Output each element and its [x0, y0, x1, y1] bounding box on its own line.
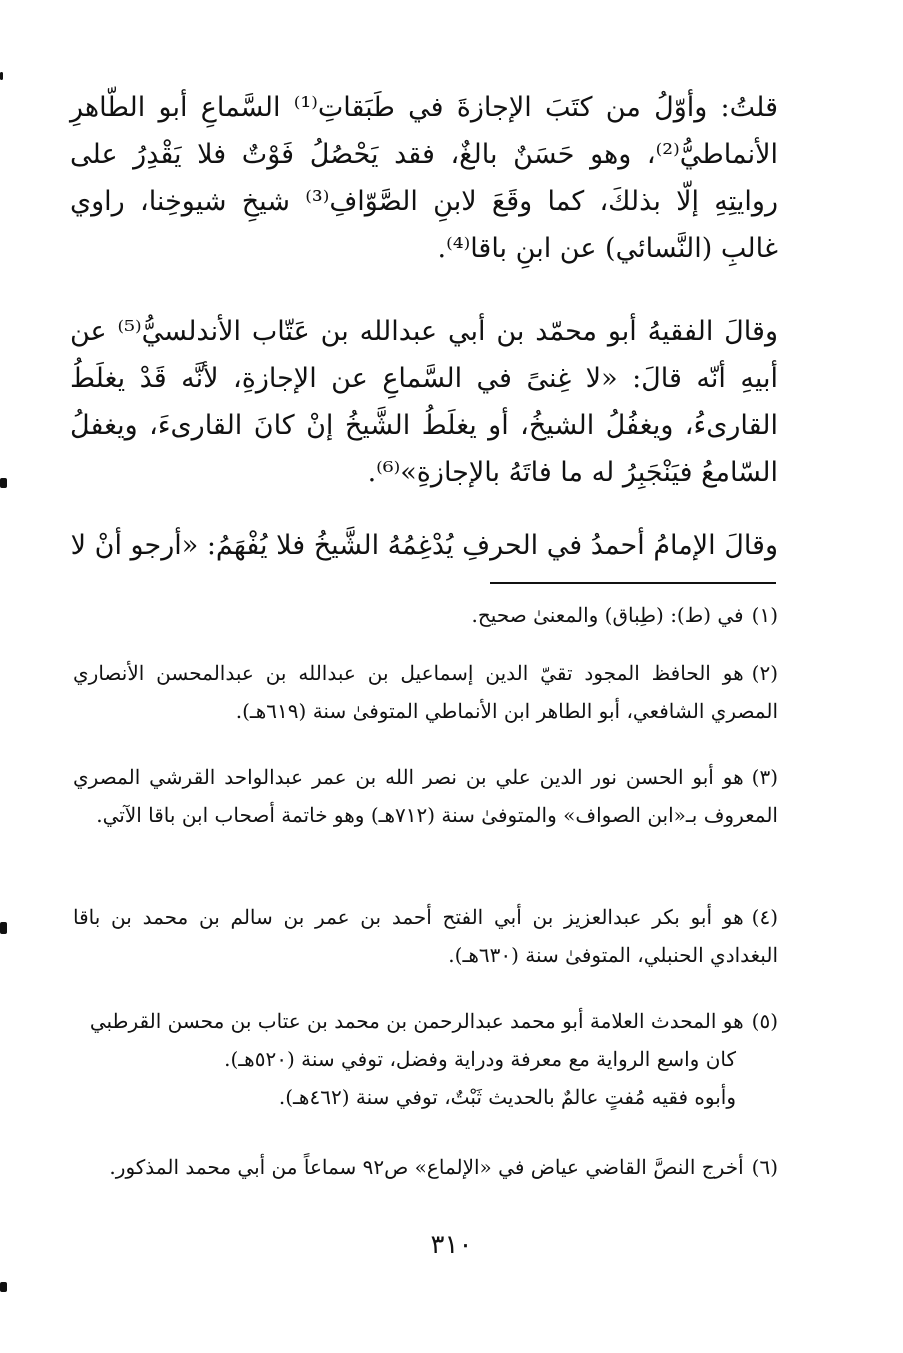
- footnote: [73, 898, 778, 974]
- footnote-number: (٤): [751, 905, 778, 929]
- footnote: [73, 1148, 778, 1186]
- footnote-text: في (ط): (طِباق) والمعنىٰ صحيح.: [471, 603, 744, 627]
- scan-edge-mark: [0, 922, 7, 934]
- main-paragraph: قلتُ: وأوّلُ من كتَبَ الإجازةَ في طَبَقاتِ⁽¹⁾ السَّماعِ أبو الطّاهرِ الأنماطيُّ⁽²⁾، وهو حَسَنٌ بالغٌ، فقد يَحْصُلُ فَوْتٌ فلا يَقْدِرُ على روايتِهِ إلّا بذلكَ، كما وقَعَ لابنِ الصَّوّافِ⁽³⁾ شيخِ شيوخِنا، راوي غالبِ (النَّسائي) عن ابنِ باقا⁽⁴⁾.: [70, 92, 778, 264]
- footnote-line: كان واسع الرواية مع معرفة ودراية وفضل، توفي سنة (٥٢٠هـ).: [224, 1047, 736, 1071]
- footnote-line: وأبوه فقيه مُفتٍ عالمٌ بالحديث ثَبْتٌ، توفي سنة (٤٦٢هـ).: [278, 1085, 736, 1109]
- footnote-separator: [490, 582, 776, 584]
- main-paragraph: وقالَ الفقيهُ أبو محمّد بن أبي عبدالله بن عَتّاب الأندلسيُّ⁽⁵⁾ عن أبيهِ أنّه قالَ: «لا غِنىً في السَّماعِ عن الإجازةِ، لأنَّه قَدْ يغلَطُ القارىءُ، ويغفُلُ الشيخُ، أو يغلَطُ الشَّيخُ إنْ كانَ القارىءَ، ويغفلُ السّامعُ فيَنْجَبِرُ له ما فاتَهُ بالإجازةِ»⁽⁶⁾.: [70, 316, 778, 488]
- footnote-number: (٣): [751, 765, 778, 789]
- footnote: [73, 596, 778, 634]
- footnote-number: (١): [751, 603, 778, 627]
- footnote: [73, 1002, 778, 1116]
- scan-edge-mark: [0, 72, 3, 80]
- footnote-text: هو المحدث العلامة أبو محمد عبدالرحمن بن محمد بن عتاب بن محسن القرطبي: [89, 1009, 744, 1033]
- footnote-text: هو الحافظ المجود تقيّ الدين إسماعيل بن عبدالله بن عبدالمحسن الأنصاري المصري الشافعي، أبو الطاهر ابن الأنماطي المتوفىٰ سنة (٦١٩هـ).: [73, 661, 778, 723]
- scan-edge-mark: [0, 478, 7, 488]
- footnote-text: هو أبو بكر عبدالعزيز بن أبي الفتح أحمد بن عمر بن سالم بن محمد بن باقا البغدادي الحنبلي، المتوفىٰ سنة (٦٣٠هـ).: [73, 905, 778, 967]
- footnote: [73, 758, 778, 834]
- main-paragraph: وقالَ الإمامُ أحمدُ في الحرفِ يُدْغِمُهُ الشَّيخُ فلا يُفْهَمُ: «أرجو أنْ لا: [70, 530, 778, 561]
- scan-edge-mark: [0, 1282, 7, 1292]
- footnote-number: (٢): [751, 661, 778, 685]
- page-number: ٣١٠: [430, 1230, 473, 1260]
- footnote-text: أخرج النصَّ القاضي عياض في «الإلماع» ص٩٢ سماعاً من أبي محمد المذكور.: [109, 1155, 744, 1179]
- footnote: [73, 654, 778, 730]
- footnote-text: هو أبو الحسن نور الدين علي بن نصر الله بن عمر عبدالواحد القرشي المصري المعروف بـ«ابن الصواف» والمتوفىٰ سنة (٧١٢هـ) وهو خاتمة أصحاب ابن باقا الآتي.: [73, 765, 778, 827]
- footnote-number: (٦): [751, 1155, 778, 1179]
- footnote-line: [73, 1002, 778, 1040]
- footnote-number: (٥): [751, 1009, 778, 1033]
